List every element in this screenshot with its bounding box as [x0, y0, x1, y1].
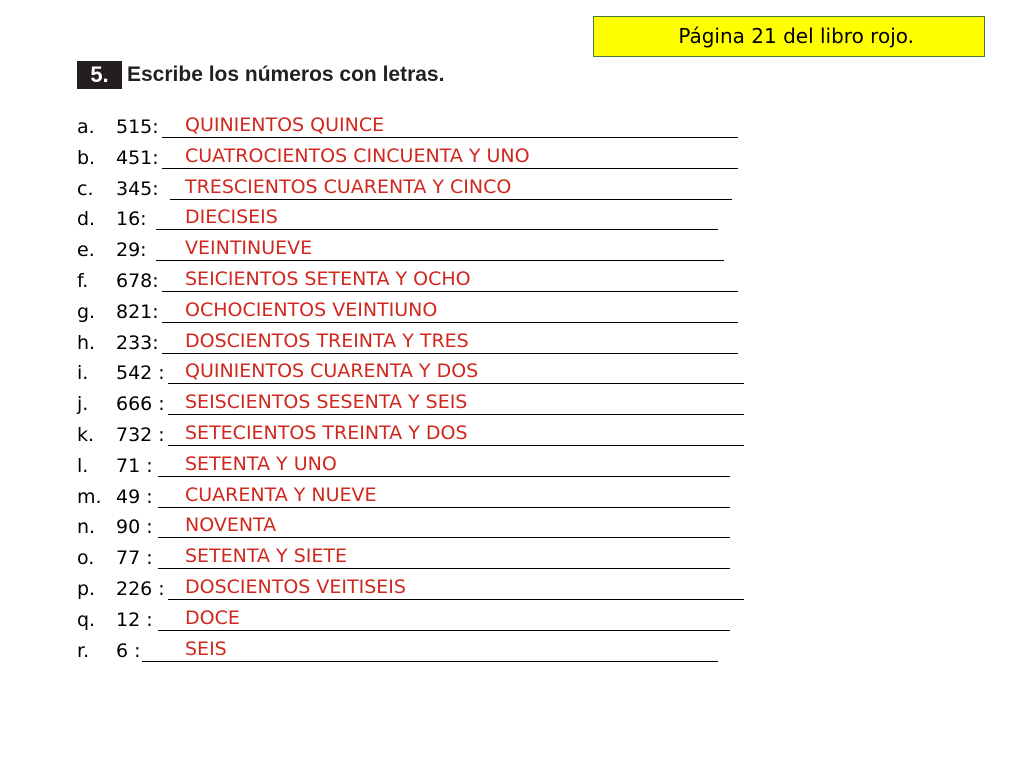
item-answer: DOSCIENTOS TREINTA Y TRES [185, 329, 469, 352]
item-answer: SEISCIENTOS SESENTA Y SEIS [185, 391, 468, 414]
item-letter: n. [77, 516, 96, 539]
item-answer: SEIS [185, 637, 227, 660]
item-number: 16: [116, 208, 147, 231]
item-number: 678: [116, 269, 159, 292]
item-answer: OCHOCIENTOS VEINTIUNO [185, 298, 438, 321]
item-letter: c. [77, 177, 94, 200]
list-item [0, 174, 1024, 205]
answer-underline [162, 322, 738, 323]
answer-underline [162, 353, 738, 354]
item-letter: a. [77, 116, 95, 138]
list-item [0, 204, 1024, 235]
item-letter: o. [77, 547, 95, 570]
item-number: 77 : [116, 547, 153, 570]
item-number: 12 : [116, 608, 153, 631]
list-item [0, 451, 1024, 482]
item-number: 233: [116, 331, 159, 354]
answer-underline [168, 445, 744, 446]
item-number: 49 : [116, 485, 153, 508]
answer-underline [156, 260, 724, 261]
answer-underline [162, 291, 738, 292]
page-reference-note: Página 21 del libro rojo. [593, 16, 985, 57]
list-item [0, 482, 1024, 513]
list-item [0, 543, 1024, 574]
item-answer: SEICIENTOS SETENTA Y OCHO [185, 267, 471, 290]
item-answer: SETENTA Y SIETE [185, 545, 347, 568]
item-number: 451: [116, 146, 159, 169]
list-item [0, 420, 1024, 451]
answer-underline [156, 229, 718, 230]
item-answer: NOVENTA [185, 514, 277, 537]
item-number: 29: [116, 239, 147, 262]
item-letter: g. [77, 300, 96, 323]
item-letter: l. [77, 454, 89, 477]
item-letter: e. [77, 239, 95, 262]
answer-underline [158, 537, 730, 538]
item-letter: k. [77, 423, 95, 446]
item-answer: CUATROCIENTOS CINCUENTA Y UNO [185, 144, 530, 167]
list-item [0, 358, 1024, 389]
item-number: 542 : [116, 362, 165, 385]
item-number: 71 : [116, 454, 153, 477]
item-letter: d. [77, 208, 96, 231]
item-letter: b. [77, 146, 96, 169]
item-number: 345: [116, 177, 159, 200]
item-letter: q. [77, 608, 96, 631]
item-letter: r. [77, 639, 90, 662]
item-answer: QUINIENTOS CUARENTA Y DOS [185, 360, 479, 383]
answer-underline [168, 383, 744, 384]
item-number: 732 : [116, 423, 165, 446]
answer-underline [142, 661, 718, 662]
item-answer: DOCE [185, 606, 240, 629]
item-number: 515: [116, 116, 159, 138]
answer-underline [158, 507, 730, 508]
answer-underline [158, 630, 730, 631]
item-answer: SETECIENTOS TREINTA Y DOS [185, 421, 468, 444]
item-letter: h. [77, 331, 96, 354]
item-answer: VEINTINUEVE [185, 237, 313, 260]
answer-underline [158, 476, 730, 477]
answer-underline [170, 199, 732, 200]
item-answer: DIECISEIS [185, 206, 278, 229]
exercise-items-list [0, 112, 1024, 666]
answer-underline [168, 599, 744, 600]
exercise-title: Escribe los números con letras. [127, 63, 445, 86]
item-letter: i. [77, 362, 89, 385]
item-answer: DOSCIENTOS VEITISEIS [185, 575, 406, 598]
list-item [0, 574, 1024, 605]
list-item [0, 636, 1024, 667]
item-answer: QUINIENTOS QUINCE [185, 114, 385, 136]
item-answer: TRESCIENTOS CUARENTA Y CINCO [185, 175, 512, 198]
list-item [0, 143, 1024, 174]
answer-underline [162, 137, 738, 138]
exercise-number: 5. [77, 61, 122, 89]
list-item [0, 297, 1024, 328]
item-letter: f. [77, 269, 89, 292]
list-item [0, 512, 1024, 543]
answer-underline [162, 168, 738, 169]
item-number: 90 : [116, 516, 153, 539]
list-item [0, 266, 1024, 297]
item-number: 666 : [116, 393, 165, 416]
list-item [0, 605, 1024, 636]
answer-underline [158, 568, 730, 569]
item-letter: j. [77, 393, 89, 416]
list-item [0, 112, 1024, 143]
item-number: 6 : [116, 639, 141, 662]
item-letter: m. [77, 485, 102, 508]
list-item [0, 389, 1024, 420]
exercise-header [77, 60, 444, 90]
item-number: 821: [116, 300, 159, 323]
item-answer: CUARENTA Y NUEVE [185, 483, 377, 506]
item-answer: SETENTA Y UNO [185, 452, 337, 475]
list-item [0, 235, 1024, 266]
item-number: 226 : [116, 577, 165, 600]
item-letter: p. [77, 577, 96, 600]
list-item [0, 328, 1024, 359]
answer-underline [168, 414, 744, 415]
